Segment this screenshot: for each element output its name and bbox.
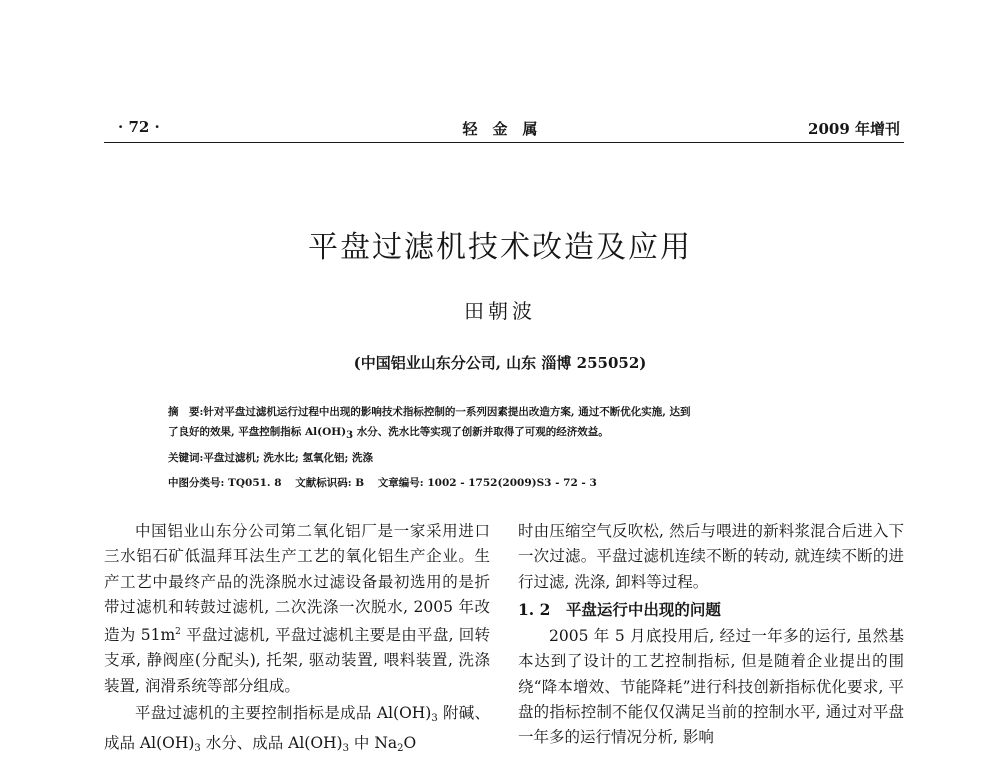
body-text: O <box>403 734 417 753</box>
abstract-text-1: 针对平盘过滤机运行过程中出现的影响技术指标控制的一系列因素提出改造方案, 通过不断优化实施, 达到 <box>203 406 691 418</box>
issue-label: 2009 年增刊 <box>808 120 900 138</box>
classification-line <box>168 473 888 493</box>
abstract-line-2 <box>168 422 888 446</box>
body-superscript: 2 <box>175 627 181 638</box>
clc-value: TQ051. 8 <box>228 477 282 489</box>
body-text: 水分、成品 Al(OH) <box>200 734 343 753</box>
body-text: 平盘过滤机的主要控制指标是成品 Al(OH) <box>135 704 432 723</box>
header-rule <box>104 142 904 143</box>
body-subscript: 2 <box>397 743 404 755</box>
abstract-label: 摘 要: <box>168 406 204 418</box>
body-paragraph <box>104 519 490 699</box>
keywords-label: 关键词: <box>168 452 204 464</box>
body-text: 附碱、成品 Al(OH) <box>104 704 490 753</box>
body-subscript: 3 <box>431 713 438 725</box>
body-text: 平盘过滤机, 平盘过滤机主要是由平盘, 回转支承, 静阀座(分配头), 托架, 驱动装置, 喂料装置, 洗涤装置, 润滑系统等部分组成。 <box>104 626 490 695</box>
affiliation: (中国铝业山东分公司, 山东 淄博 255052) <box>353 354 647 372</box>
doc-code-value: B <box>355 477 365 489</box>
body-paragraph: 时由压缩空气反吹松, 然后与喂进的新料浆混合后进入下一次过滤。平盘过滤机连续不断的转动, 就连续不断的进行过滤, 洗涤, 卸料等过程。 <box>518 522 904 591</box>
article-title: 平盘过滤机技术改造及应用 <box>308 230 692 265</box>
journal-name: 轻 金 属 <box>462 120 538 138</box>
keywords <box>168 448 888 468</box>
article-number-label: 文章编号: <box>377 477 424 489</box>
clc-label: 中图分类号: <box>168 477 225 489</box>
section-heading: 1. 2 平盘运行中出现的问题 <box>518 599 721 619</box>
body-paragraph <box>104 701 490 762</box>
keywords-text: 平盘过滤机; 洗水比; 氢氧化铝; 洗涤 <box>203 452 373 464</box>
page-number: · 72 · <box>118 118 160 136</box>
author-name: 田朝波 <box>464 299 536 323</box>
abstract-subscript: 3 <box>346 430 354 441</box>
body-text: 中国铝业山东分公司第二氧化铝厂是一家采用进口三水铝石矿低温拜耳法生产工艺的氧化铝生产企业。生产工艺中最终产品的洗涤脱水过滤设备最初选用的是折带过滤机和转鼓过滤机, 二次洗涤一次脱水, 2005 年改造为 51m <box>104 522 490 645</box>
body-left-column <box>104 519 490 762</box>
body-subscript: 3 <box>342 743 349 755</box>
body-right-column <box>518 519 904 751</box>
abstract <box>168 402 888 446</box>
doc-code-label: 文献标识码: <box>295 477 352 489</box>
body-subscript: 3 <box>194 743 201 755</box>
abstract-text-2-end: 水分、洗水比等实现了创新并取得了可观的经济效益。 <box>353 426 609 438</box>
abstract-text-2: 了良好的效果, 平盘控制指标 Al(OH) <box>168 426 347 438</box>
body-text: 中 Na <box>348 734 398 753</box>
body-paragraph: 2005 年 5 月底投用后, 经过一年多的运行, 虽然基本达到了设计的工艺控制指标, 但是随着企业提出的围绕“降本增效、节能降耗”进行科技创新指标优化要求, 平盘的指标控制不能仅仅满足当前的控制水平, 通过对平盘一年多的运行情况分析, 影响 <box>518 627 904 747</box>
article-number-value: 1002 - 1752(2009)S3 - 72 - 3 <box>427 477 597 489</box>
abstract-line-1 <box>168 402 888 422</box>
